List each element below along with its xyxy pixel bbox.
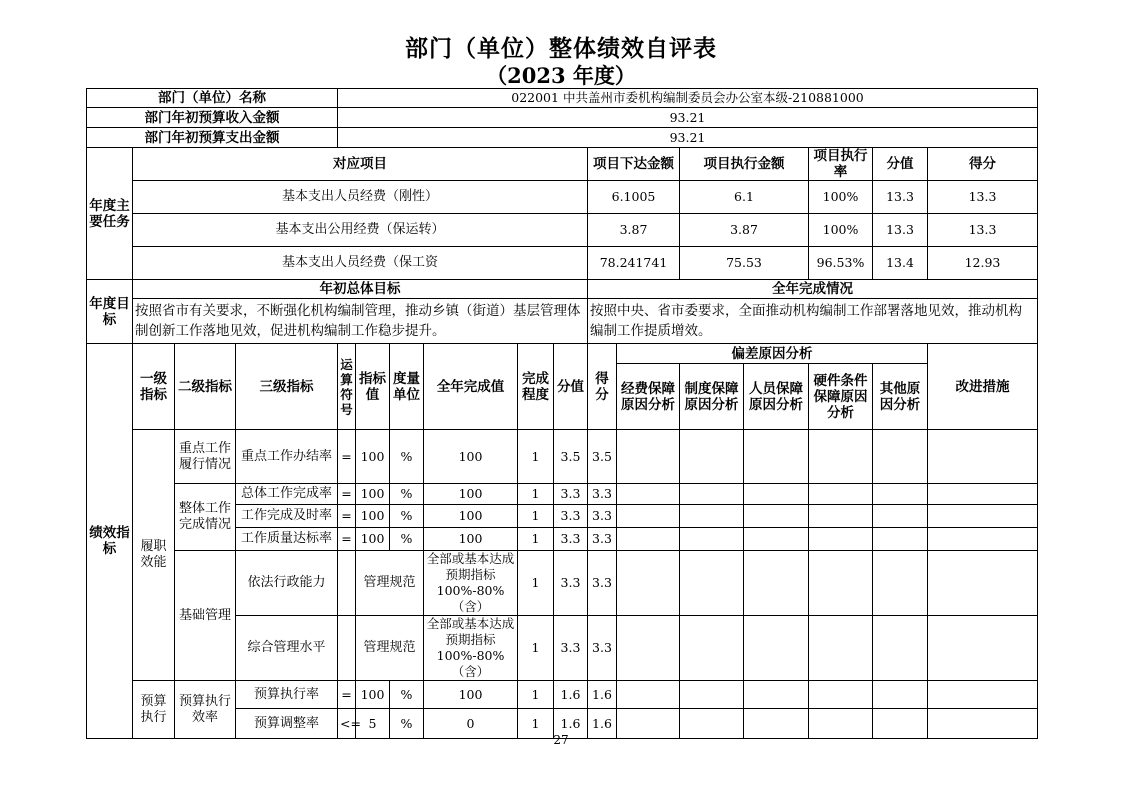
indicator-value: 1.6 bbox=[554, 681, 588, 709]
dev-funding-cell bbox=[617, 551, 680, 616]
dev-system-cell bbox=[680, 551, 744, 616]
indicator-l3: 总体工作完成率 bbox=[236, 484, 338, 505]
header-operator: 运算符号 bbox=[338, 344, 356, 430]
dev-funding-cell bbox=[617, 616, 680, 681]
indicator-actual: 100 bbox=[424, 430, 518, 484]
indicator-value: 3.3 bbox=[554, 505, 588, 528]
indicator-value: 3.3 bbox=[554, 616, 588, 681]
header-score-value: 分值 bbox=[554, 344, 588, 430]
task-item: 基本支出人员经费（保工资 bbox=[133, 247, 588, 280]
indicator-degree: 1 bbox=[518, 551, 554, 616]
goals-text-row bbox=[87, 299, 1038, 344]
level2-budget-eff: 预算执行效率 bbox=[175, 681, 236, 739]
indicator-row bbox=[87, 430, 1038, 484]
header-unit: 度量单位 bbox=[390, 344, 424, 430]
indicator-value: 3.3 bbox=[554, 528, 588, 551]
task-score-value: 13.3 bbox=[873, 181, 928, 214]
indicator-degree: 1 bbox=[518, 709, 554, 739]
task-score: 13.3 bbox=[928, 214, 1038, 247]
header-level3: 三级指标 bbox=[236, 344, 338, 430]
header-dev-other: 其他原因分析 bbox=[873, 364, 928, 430]
indicator-unit: % bbox=[390, 430, 424, 484]
task-rate: 100% bbox=[809, 214, 873, 247]
indicator-target: 管理规范 bbox=[356, 551, 424, 616]
improvement-cell bbox=[928, 505, 1038, 528]
task-executed: 3.87 bbox=[680, 214, 809, 247]
level2-basic: 基础管理 bbox=[175, 551, 236, 681]
tasks-header-rate: 项目执行率 bbox=[809, 148, 873, 181]
indicator-op: = bbox=[338, 430, 356, 484]
goals-initial-header: 年初总体目标 bbox=[133, 280, 588, 299]
indicator-row bbox=[87, 551, 1038, 616]
dev-funding-cell bbox=[617, 505, 680, 528]
improvement-cell bbox=[928, 681, 1038, 709]
dept-name-row bbox=[87, 89, 1038, 108]
indicator-l3: 预算调整率 bbox=[236, 709, 338, 739]
indicator-degree: 1 bbox=[518, 430, 554, 484]
expense-label: 部门年初预算支出金额 bbox=[87, 128, 338, 148]
tasks-header-allocated: 项目下达金额 bbox=[588, 148, 680, 181]
indicator-score: 3.3 bbox=[588, 528, 617, 551]
expense-row bbox=[87, 128, 1038, 148]
dev-other-cell bbox=[873, 551, 928, 616]
indicator-row bbox=[87, 484, 1038, 505]
income-label: 部门年初预算收入金额 bbox=[87, 108, 338, 128]
tasks-section-label: 年度主要任务 bbox=[87, 148, 133, 280]
header-score: 得分 bbox=[588, 344, 617, 430]
dev-hardware-cell bbox=[809, 528, 873, 551]
indicator-value: 3.3 bbox=[554, 484, 588, 505]
dev-personnel-cell bbox=[744, 616, 809, 681]
indicator-l3: 综合管理水平 bbox=[236, 616, 338, 681]
dev-hardware-cell bbox=[809, 484, 873, 505]
header-deviation: 偏差原因分析 bbox=[617, 344, 928, 364]
indicator-actual: 0 bbox=[424, 709, 518, 739]
income-value: 93.21 bbox=[338, 108, 1038, 128]
indicator-op bbox=[338, 551, 356, 616]
indicator-value: 1.6 bbox=[554, 709, 588, 739]
indicator-score: 3.3 bbox=[588, 505, 617, 528]
indicator-actual: 100 bbox=[424, 681, 518, 709]
page-number: 27 bbox=[553, 733, 569, 747]
dev-other-cell bbox=[873, 681, 928, 709]
dev-system-cell bbox=[680, 505, 744, 528]
indicator-l3: 工作完成及时率 bbox=[236, 505, 338, 528]
task-score: 12.93 bbox=[928, 247, 1038, 280]
dev-personnel-cell bbox=[744, 528, 809, 551]
indicator-target: 100 bbox=[356, 681, 390, 709]
header-improvement: 改进措施 bbox=[928, 344, 1038, 430]
dev-hardware-cell bbox=[809, 681, 873, 709]
dept-name-label: 部门（单位）名称 bbox=[87, 89, 338, 108]
income-row bbox=[87, 108, 1038, 128]
indicator-op bbox=[338, 616, 356, 681]
task-allocated: 78.241741 bbox=[588, 247, 680, 280]
dev-funding-cell bbox=[617, 528, 680, 551]
header-degree: 完成程度 bbox=[518, 344, 554, 430]
dev-funding-cell bbox=[617, 484, 680, 505]
tasks-header-item: 对应项目 bbox=[133, 148, 588, 181]
indicator-op: = bbox=[338, 528, 356, 551]
indicator-value: 3.3 bbox=[554, 551, 588, 616]
indicator-target: 100 bbox=[356, 430, 390, 484]
task-allocated: 6.1005 bbox=[588, 181, 680, 214]
dev-system-cell bbox=[680, 616, 744, 681]
indicator-actual: 100 bbox=[424, 505, 518, 528]
indicator-degree: 1 bbox=[518, 528, 554, 551]
header-dev-system: 制度保障原因分析 bbox=[680, 364, 744, 430]
expense-value: 93.21 bbox=[338, 128, 1038, 148]
dev-hardware-cell bbox=[809, 505, 873, 528]
level1-performance: 履职效能 bbox=[133, 430, 175, 681]
dev-funding-cell bbox=[617, 430, 680, 484]
indicator-score: 3.3 bbox=[588, 484, 617, 505]
task-score: 13.3 bbox=[928, 181, 1038, 214]
task-score-value: 13.4 bbox=[873, 247, 928, 280]
indicator-unit: % bbox=[390, 484, 424, 505]
indicator-unit: % bbox=[390, 681, 424, 709]
header-dev-personnel: 人员保障原因分析 bbox=[744, 364, 809, 430]
indicator-target: 管理规范 bbox=[356, 616, 424, 681]
indicator-op: = bbox=[338, 505, 356, 528]
indicator-l3: 预算执行率 bbox=[236, 681, 338, 709]
header-level2: 二级指标 bbox=[175, 344, 236, 430]
indicator-value: 3.5 bbox=[554, 430, 588, 484]
task-rate: 96.53% bbox=[809, 247, 873, 280]
dev-other-cell bbox=[873, 430, 928, 484]
task-item: 基本支出公用经费（保运转） bbox=[133, 214, 588, 247]
dev-hardware-cell bbox=[809, 616, 873, 681]
indicator-target: 100 bbox=[356, 528, 390, 551]
task-rate: 100% bbox=[809, 181, 873, 214]
dept-name-value: 022001 中共盖州市委机构编制委员会办公室本级-210881000 bbox=[338, 89, 1038, 108]
indicator-unit: % bbox=[390, 528, 424, 551]
task-row bbox=[87, 181, 1038, 214]
task-score-value: 13.3 bbox=[873, 214, 928, 247]
dev-hardware-cell bbox=[809, 430, 873, 484]
goals-completion-text: 按照中央、省市委要求，全面推动机构编制工作部署落地见效，推动机构编制工作提质增效。 bbox=[588, 299, 1038, 344]
dev-other-cell bbox=[873, 616, 928, 681]
document-title: 部门（单位）整体绩效自评表 bbox=[405, 35, 717, 62]
dev-personnel-cell bbox=[744, 484, 809, 505]
indicator-actual: 100 bbox=[424, 528, 518, 551]
header-level1: 一级指标 bbox=[133, 344, 175, 430]
indicator-actual: 全部或基本达成预期指标100%-80%（含） bbox=[424, 551, 518, 616]
indicator-score: 1.6 bbox=[588, 681, 617, 709]
indicator-target: 100 bbox=[356, 505, 390, 528]
indicator-degree: 1 bbox=[518, 505, 554, 528]
indicator-unit: % bbox=[390, 505, 424, 528]
goals-header-row bbox=[87, 280, 1038, 299]
goals-initial-text: 按照省市有关要求，不断强化机构编制管理，推动乡镇（街道）基层管理体制创新工作落地见效，促进机构编制工作稳步提升。 bbox=[133, 299, 588, 344]
header-actual: 全年完成值 bbox=[424, 344, 518, 430]
indicator-l3: 依法行政能力 bbox=[236, 551, 338, 616]
task-row bbox=[87, 214, 1038, 247]
dev-system-cell bbox=[680, 528, 744, 551]
goals-section-label: 年度目标 bbox=[87, 280, 133, 344]
tasks-header-score-value: 分值 bbox=[873, 148, 928, 181]
header-dev-funding: 经费保障原因分析 bbox=[617, 364, 680, 430]
indicator-row bbox=[87, 681, 1038, 709]
dev-personnel-cell bbox=[744, 551, 809, 616]
indicator-actual: 100 bbox=[424, 484, 518, 505]
level1-budget: 预算执行 bbox=[133, 681, 175, 739]
task-executed: 6.1 bbox=[680, 181, 809, 214]
task-executed: 75.53 bbox=[680, 247, 809, 280]
dev-system-cell bbox=[680, 484, 744, 505]
dev-other-cell bbox=[873, 484, 928, 505]
indicator-op: <= bbox=[338, 709, 356, 739]
indicator-score: 3.3 bbox=[588, 551, 617, 616]
dev-personnel-cell bbox=[744, 681, 809, 709]
improvement-cell bbox=[928, 484, 1038, 505]
indicator-op: = bbox=[338, 681, 356, 709]
indicator-score: 3.5 bbox=[588, 430, 617, 484]
improvement-cell bbox=[928, 528, 1038, 551]
dev-other-cell bbox=[873, 505, 928, 528]
indicator-op: = bbox=[338, 484, 356, 505]
dev-system-cell bbox=[680, 430, 744, 484]
tasks-header-executed: 项目执行金额 bbox=[680, 148, 809, 181]
dev-personnel-cell bbox=[744, 505, 809, 528]
task-row bbox=[87, 247, 1038, 280]
dev-other-cell bbox=[873, 528, 928, 551]
indicator-target: 5 bbox=[356, 709, 390, 739]
task-allocated: 3.87 bbox=[588, 214, 680, 247]
indicator-degree: 1 bbox=[518, 484, 554, 505]
improvement-cell bbox=[928, 551, 1038, 616]
indicator-unit: % bbox=[390, 709, 424, 739]
level2-overall: 整体工作完成情况 bbox=[175, 484, 236, 551]
dev-system-cell bbox=[680, 681, 744, 709]
indicators-header-row bbox=[87, 344, 1038, 364]
goals-completion-header: 全年完成情况 bbox=[588, 280, 1038, 299]
indicator-score: 1.6 bbox=[588, 709, 617, 739]
improvement-cell bbox=[928, 616, 1038, 681]
indicator-actual: 全部或基本达成预期指标100%-80%（含） bbox=[424, 616, 518, 681]
indicator-score: 3.3 bbox=[588, 616, 617, 681]
self-evaluation-table bbox=[86, 88, 1038, 739]
document-subtitle: （2023 年度） bbox=[486, 63, 636, 88]
indicator-degree: 1 bbox=[518, 616, 554, 681]
header-dev-hardware: 硬件条件保障原因分析 bbox=[809, 364, 873, 430]
improvement-cell bbox=[928, 430, 1038, 484]
dev-funding-cell bbox=[617, 681, 680, 709]
dev-hardware-cell bbox=[809, 551, 873, 616]
level2-key-work: 重点工作履行情况 bbox=[175, 430, 236, 484]
dev-personnel-cell bbox=[744, 430, 809, 484]
tasks-header-row bbox=[87, 148, 1038, 181]
indicators-section-label: 绩效指标 bbox=[87, 344, 133, 739]
indicator-degree: 1 bbox=[518, 681, 554, 709]
tasks-header-score: 得分 bbox=[928, 148, 1038, 181]
indicator-l3: 重点工作办结率 bbox=[236, 430, 338, 484]
indicator-l3: 工作质量达标率 bbox=[236, 528, 338, 551]
task-item: 基本支出人员经费（刚性） bbox=[133, 181, 588, 214]
header-target: 指标值 bbox=[356, 344, 390, 430]
indicator-target: 100 bbox=[356, 484, 390, 505]
